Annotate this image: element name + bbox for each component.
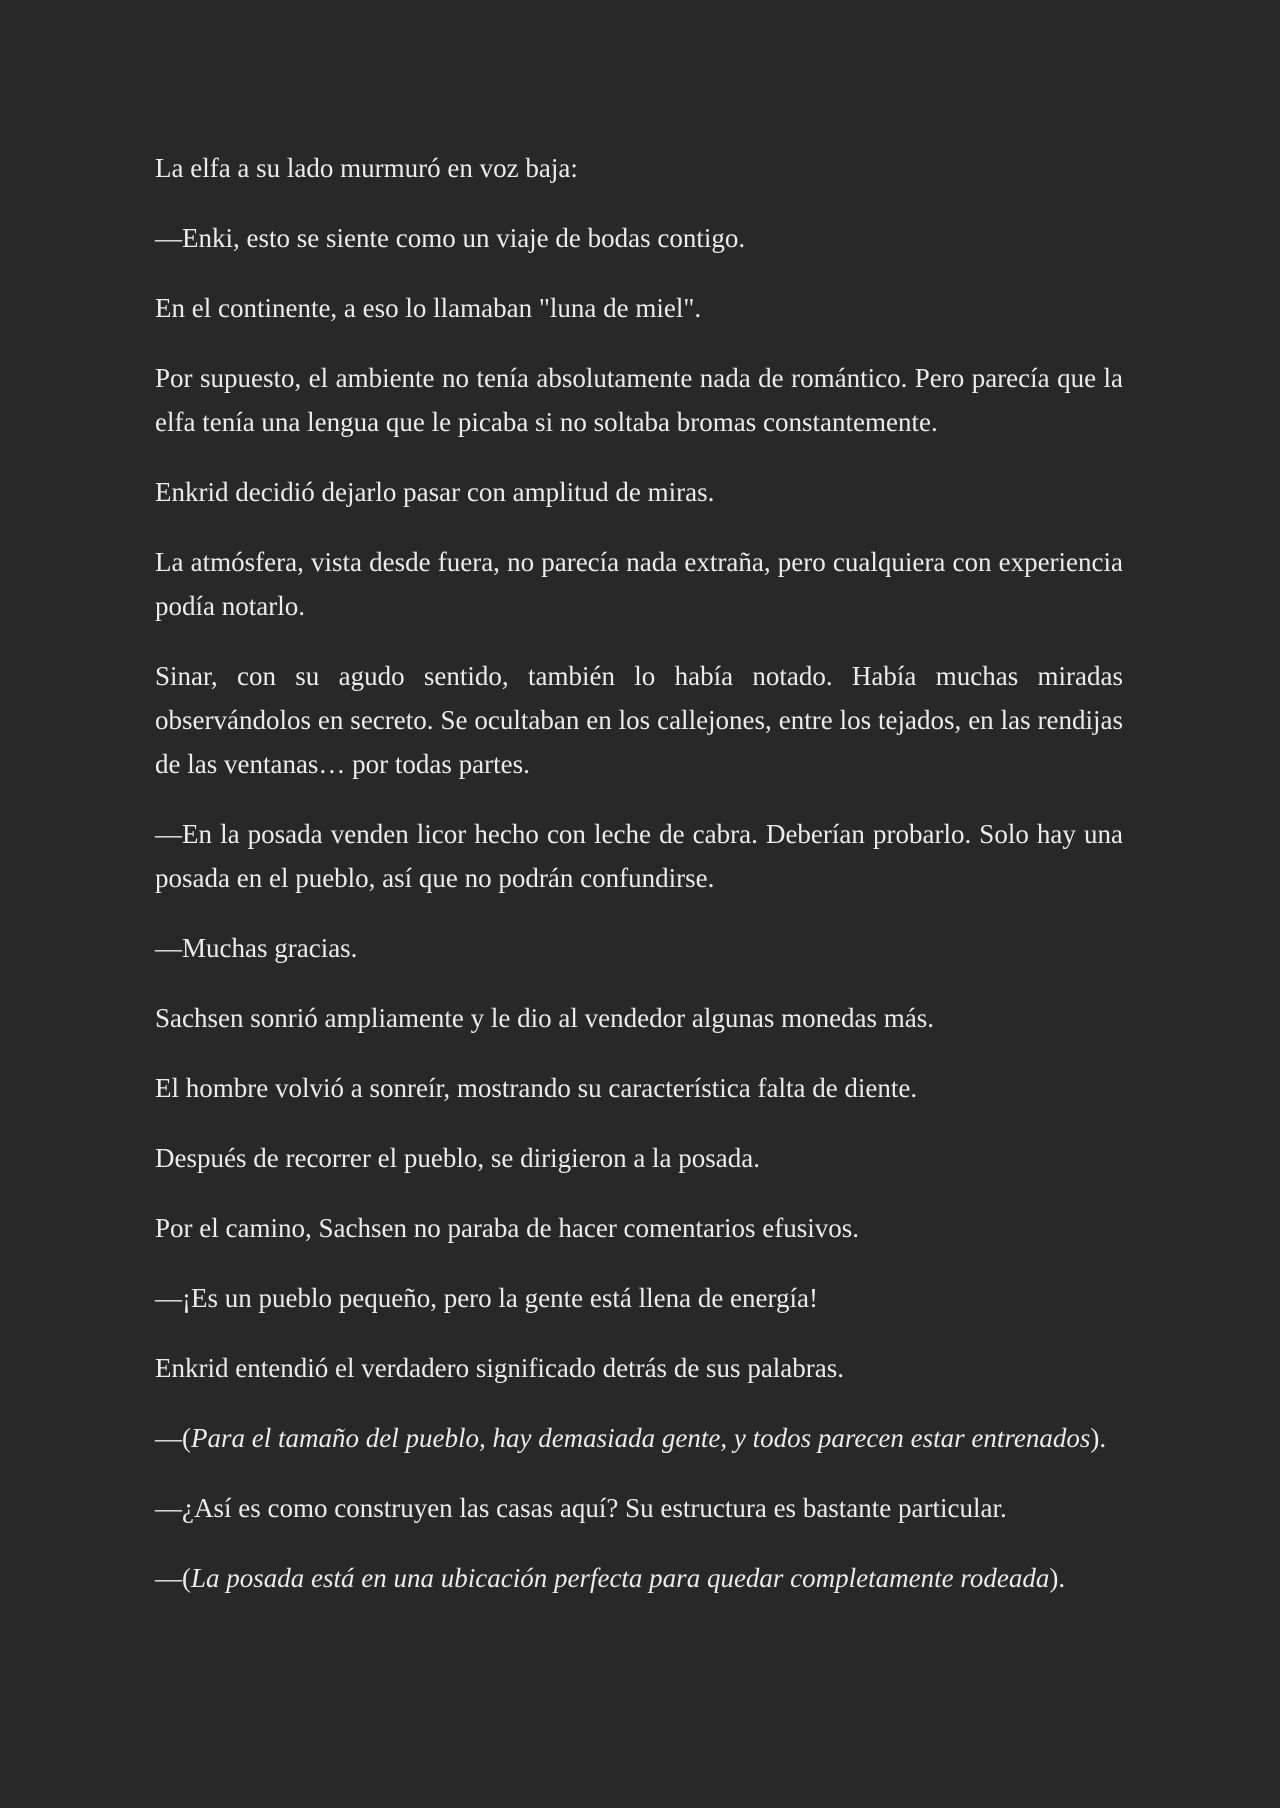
paragraph: En el continente, a eso lo llamaban "luna de miel".	[155, 293, 702, 323]
paragraph: Sinar, con su agudo sentido, también lo había notado. Había muchas miradas observándolos en secreto. Se ocultaban en los callejones, entre los tejados, en las rendijas de las ventanas… por todas partes.	[155, 661, 1123, 779]
paragraph: —¿Así es como construyen las casas aquí? Su estructura es bastante particular.	[155, 1493, 1007, 1523]
chapter-text	[155, 146, 1123, 1600]
thought-suffix: ).	[1090, 1423, 1107, 1453]
paragraph: Por supuesto, el ambiente no tenía absolutamente nada de romántico. Pero parecía que la elfa tenía una lengua que le picaba si no soltaba bromas constantemente.	[155, 363, 1123, 437]
paragraph: El hombre volvió a sonreír, mostrando su característica falta de diente.	[155, 1073, 918, 1103]
paragraph: Sachsen sonrió ampliamente y le dio al vendedor algunas monedas más.	[155, 1003, 935, 1033]
paragraph: Enkrid decidió dejarlo pasar con amplitud de miras.	[155, 477, 715, 507]
thought-paragraph	[155, 1416, 1123, 1460]
thought-italic-text: La posada está en una ubicación perfecta para quedar completamente rodeada	[191, 1563, 1050, 1593]
paragraph: Por el camino, Sachsen no paraba de hacer comentarios efusivos.	[155, 1213, 860, 1243]
paragraph: —Muchas gracias.	[155, 933, 358, 963]
paragraph: Enkrid entendió el verdadero significado detrás de sus palabras.	[155, 1353, 845, 1383]
paragraph: Después de recorrer el pueblo, se dirigieron a la posada.	[155, 1143, 761, 1173]
paragraph: —En la posada venden licor hecho con leche de cabra. Deberían probarlo. Solo hay una posada en el pueblo, así que no podrán confundirse.	[155, 819, 1123, 893]
thought-italic-text: Para el tamaño del pueblo, hay demasiada gente, y todos parecen estar entrenados	[191, 1423, 1091, 1453]
paragraph: —¡Es un pueblo pequeño, pero la gente está llena de energía!	[155, 1283, 819, 1313]
paragraph: La elfa a su lado murmuró en voz baja:	[155, 153, 578, 183]
thought-prefix: —(	[155, 1563, 191, 1593]
thought-paragraph	[155, 1556, 1123, 1600]
paragraph: La atmósfera, vista desde fuera, no parecía nada extraña, pero cualquiera con experiencia podía notarlo.	[155, 547, 1123, 621]
paragraph: —Enki, esto se siente como un viaje de bodas contigo.	[155, 223, 746, 253]
thought-prefix: —(	[155, 1423, 191, 1453]
thought-suffix: ).	[1049, 1563, 1066, 1593]
